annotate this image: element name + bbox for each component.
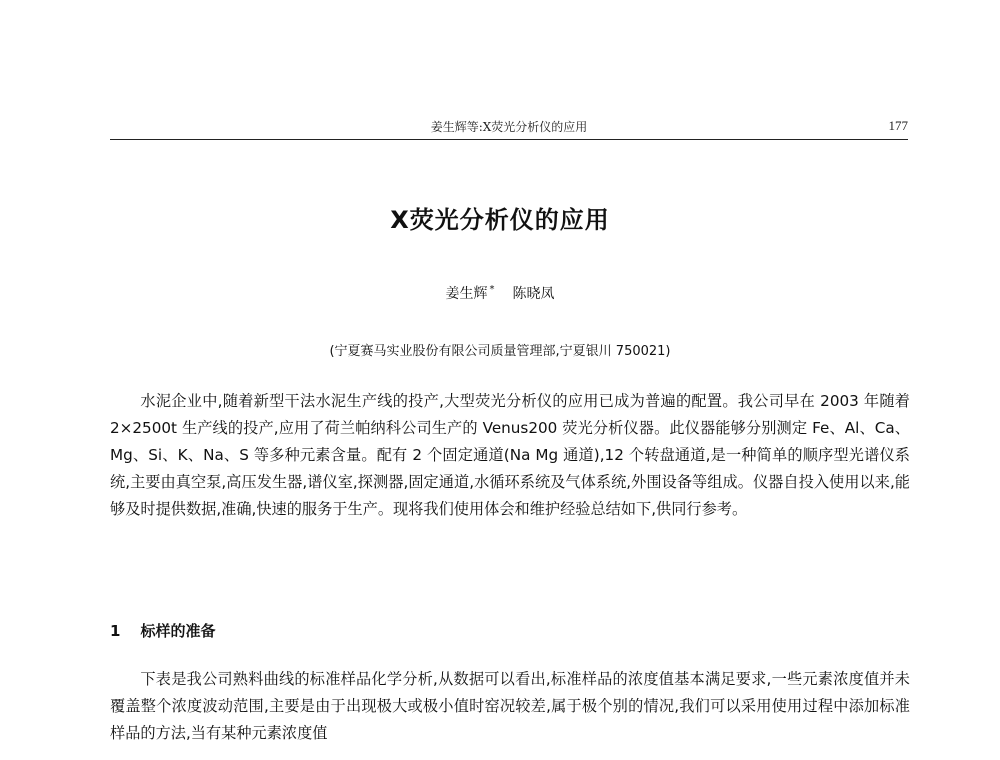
author-name: 陈晓凤 bbox=[512, 286, 555, 302]
header-rule bbox=[110, 139, 908, 140]
affiliation: (宁夏赛马实业股份有限公司质量管理部,宁夏银川 750021) bbox=[329, 344, 671, 359]
section-number: 1 bbox=[110, 622, 121, 640]
article-title: X荧光分析仪的应用 bbox=[390, 206, 610, 234]
author-name: 姜生辉 bbox=[445, 286, 488, 302]
intro-paragraph: 水泥企业中,随着新型干法水泥生产线的投产,大型荧光分析仪的应用已成为普遍的配置。我公司早在 2003 年随着 2×2500t 生产线的投产,应用了荷兰帕纳科公司生产的 Venus200 荧光分析仪器。此仪器能够分别测定 Fe、Al、Ca、Mg、Si、K、Na、S 等多种元素含量。配有 2 个固定通道(Na Mg 通道),12 个转盘通道,是一种简单的顺序型光谱仪系统,主要由真空泵,高压发生器,谱仪室,探测器,固定通道,水循环系统及气体系统,外围设备等组成。仪器自投入使用以来,能够及时提供数据,准确,快速的服务于生产。现将我们使用体会和维护经验总结如下,供同行参考。 bbox=[110, 392, 910, 518]
section-heading bbox=[110, 620, 215, 641]
running-header bbox=[110, 118, 908, 140]
running-header-title: 姜生辉等:X荧光分析仪的应用 bbox=[430, 120, 588, 134]
corresponding-author-mark: * bbox=[489, 284, 495, 295]
section-paragraph: 下表是我公司熟料曲线的标准样品化学分析,从数据可以看出,标准样品的浓度值基本满足要求,一些元素浓度值并未覆盖整个浓度波动范围,主要是由于出现极大或极小值时窑况较差,属于极个别的情况,我们可以采用使用过程中添加标准样品的方法,当有某种元素浓度值 bbox=[110, 670, 910, 742]
author-line bbox=[0, 283, 1000, 303]
section-title: 标样的准备 bbox=[140, 622, 216, 640]
page-number: 177 bbox=[888, 118, 908, 133]
